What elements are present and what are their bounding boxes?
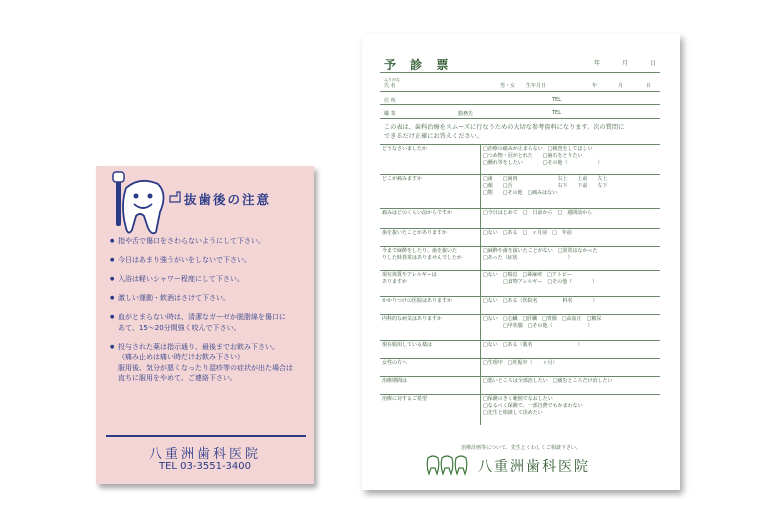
card-clinic-name: 八重洲歯科医院 — [148, 447, 261, 462]
answer-cell[interactable]: □ない □心臓 □肝臓 □胃腸 □高血圧 □糖尿 □甲状腺 □その他（ ） — [481, 315, 661, 341]
answer-cell[interactable]: □歯 □歯肉 右上 上前 左上 □頬 □舌 右下 下前 左下 □顎 □その他 □痛みはない — [481, 175, 661, 209]
table-row — [380, 271, 660, 297]
care-note: ● 激しい運動・飲酒はさけて下さい。 — [110, 293, 310, 304]
table-row — [380, 175, 660, 209]
form-clinic-name: 八重洲歯科医院 — [478, 459, 590, 475]
birth-month-label: 月 — [618, 83, 624, 89]
job-label: 職 業 — [384, 111, 396, 117]
date-day-label: 日 — [650, 60, 657, 67]
table-row — [380, 229, 660, 247]
job-rule — [380, 118, 660, 119]
date-year-label: 年 — [594, 60, 601, 67]
answer-cell[interactable]: □ない □ある（医院名 料名 ） — [481, 297, 661, 315]
furigana-label: ふりがな — [384, 77, 400, 82]
answer-cell[interactable]: □生理中 □妊娠中（ ヶ月） — [481, 359, 661, 377]
care-note: ● 血がとまらない時は、清潔なガーゼか脱脂綿を傷口に あて、15～20分間強く咬んで下さい。 — [110, 312, 310, 333]
form-intro: この表は、歯科治療をスムーズに行なうための大切な参考資料になります。次の質問に できるだけ正確にお答えください。 — [384, 124, 625, 140]
table-row — [380, 315, 660, 341]
answer-cell[interactable]: □保険のきく範囲でなおしたい □なるべく保険で、一部自費でもかまわない □先生と相談して決めたい — [481, 395, 661, 425]
name-rule — [380, 91, 660, 92]
question-cell: 歯を抜いたことがありますか — [380, 229, 481, 247]
answer-cell[interactable]: □悪いところは全部治したい □痛むところだけ治したい — [481, 377, 661, 395]
work-tel-label: TEL — [552, 110, 561, 116]
question-cell: 治療に対するご希望 — [380, 395, 481, 425]
question-cell: かかりつけの医院はありますか — [380, 297, 481, 315]
table-row — [380, 209, 660, 229]
question-cell: 内科的な病気はありますか — [380, 315, 481, 341]
birth-year-label: 年 — [592, 83, 598, 89]
teeth-logo-icon — [426, 454, 470, 476]
birth-day-label: 日 — [646, 83, 652, 89]
questionnaire-form — [362, 34, 680, 490]
table-row — [380, 247, 660, 271]
table-row — [380, 341, 660, 359]
date-month-label: 月 — [622, 60, 629, 67]
card-title: 抜歯後の注意 — [184, 192, 272, 207]
answer-cell[interactable]: □治療の痛みが止まらない □検査をしてほしい □つめ物・冠がとれた □歯石をとりたい □腫れ等をしたい □その他（ ） — [481, 145, 661, 175]
care-note: ● 入浴は軽いシャワー程度にして下さい。 — [110, 274, 310, 285]
form-title: 予 診 票 — [384, 58, 454, 72]
address-tel-label: TEL — [552, 97, 561, 103]
gender-label: 男・女 — [500, 83, 516, 89]
name-label: 氏 名 — [384, 83, 396, 89]
table-row — [380, 145, 660, 175]
pointing-hand-icon — [168, 188, 182, 204]
question-cell: どうなさいましたか — [380, 145, 481, 175]
work-label: 勤務先 — [458, 111, 474, 117]
answer-cell[interactable]: □ない □喘息 □蕁麻疹 □アトピー □食物アレルギー □その他（ ） — [481, 271, 661, 297]
address-rule — [380, 104, 660, 105]
question-cell: 治療期間は — [380, 377, 481, 395]
table-row — [380, 377, 660, 395]
question-cell: 現在服用している薬は — [380, 341, 481, 359]
care-note: ● 指や舌で傷口をさわらないようにして下さい。 — [110, 236, 310, 247]
form-footer-note: 治療計画等について、先生とくわしくご相談下さい。 — [461, 445, 581, 451]
question-cell: 女性の方へ — [380, 359, 481, 377]
card-divider — [106, 435, 306, 437]
birth-label: 生年月日 — [526, 83, 547, 89]
table-row — [380, 359, 660, 377]
post-extraction-card — [96, 166, 314, 484]
answer-cell[interactable]: □ない □ある □ ヶ月前 □ 年前 — [481, 229, 661, 247]
card-telephone: TEL 03-3551-3400 — [158, 461, 252, 472]
table-row — [380, 395, 660, 425]
questions-table — [380, 144, 660, 425]
question-cell: 今まで麻酔をしたり、歯を抜いた りした時異常はありませんでしたか — [380, 247, 481, 271]
address-label: 住 所 — [384, 98, 396, 104]
title-rule — [380, 72, 660, 73]
table-row — [380, 297, 660, 315]
care-note: ● 投与された薬は指示通り、最後までお飲み下さい。 （痛み止めは痛い時だけお飲み下さい） 服用後、気分が悪くなったり湿疹等の症状が出た場合は 直ちに服用をやめて、ご連絡下さい。 — [110, 342, 310, 384]
answer-cell[interactable]: □麻酔や歯を抜いたことがない □異常はなかった □あった（症状 ） — [481, 247, 661, 271]
care-note: ● 今日はあまり強うがいをしないで下さい。 — [110, 255, 310, 266]
question-cell: 現在体質やアレルギーは ありますか — [380, 271, 481, 297]
answer-cell[interactable]: □今日はじめて □ 日前から □ 週間前から — [481, 209, 661, 229]
question-cell: 痛みはどのくらい前からですか — [380, 209, 481, 229]
answer-cell[interactable]: □ない □ある（薬名 ） — [481, 341, 661, 359]
question-cell: どこが痛みますか — [380, 175, 481, 209]
tooth-mascot-icon — [110, 170, 170, 236]
care-notes-list — [110, 236, 310, 392]
